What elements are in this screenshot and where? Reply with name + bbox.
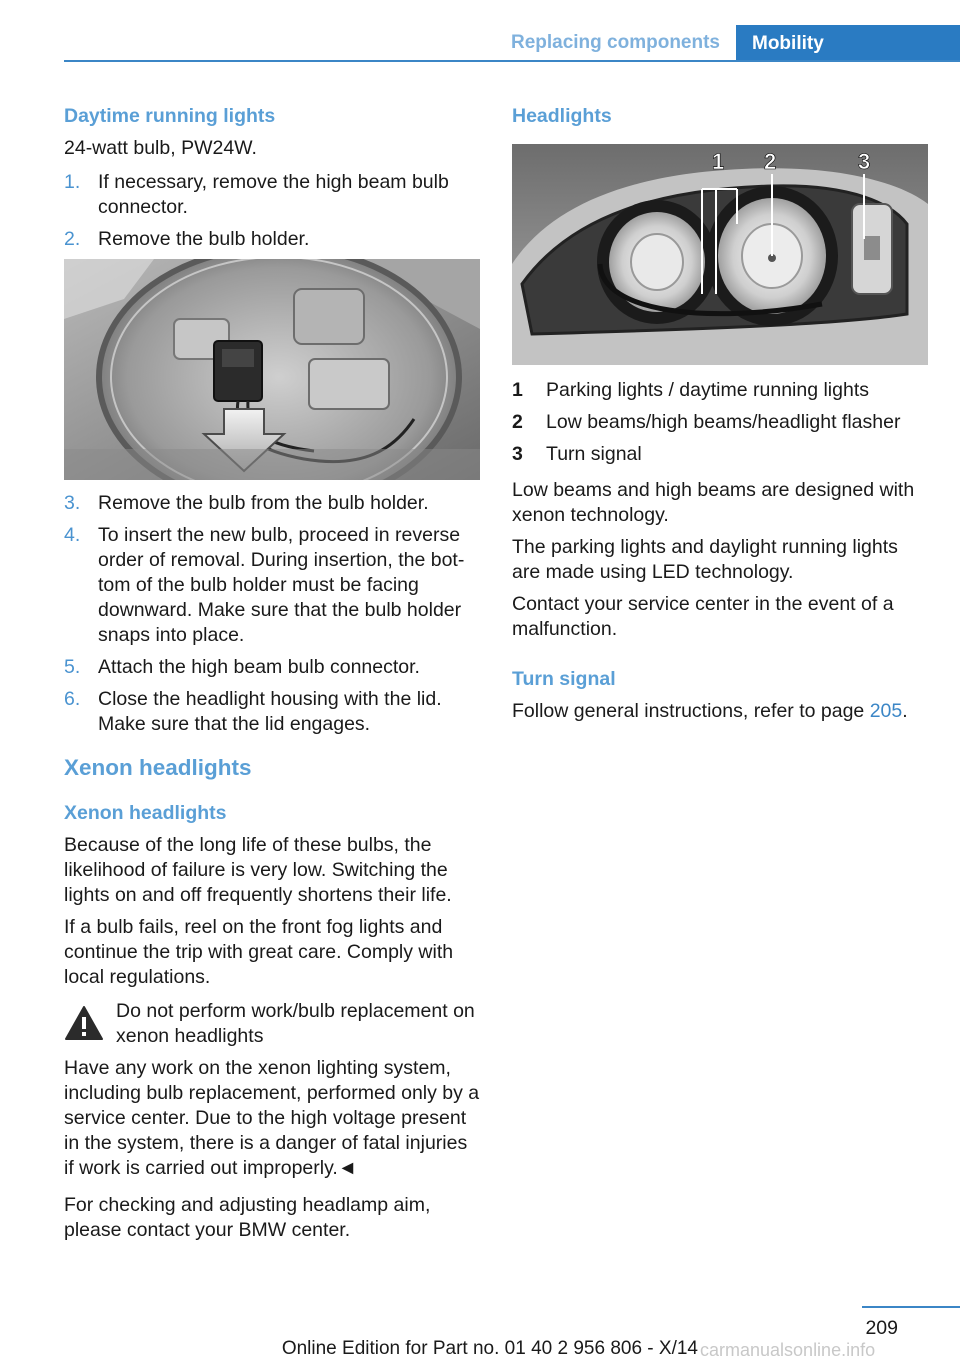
legend-number: 1 bbox=[512, 379, 523, 401]
warning-title: Do not perform work/bulb replacement on xenon headlights bbox=[116, 1000, 475, 1047]
steps-list-a bbox=[64, 170, 480, 252]
right-column bbox=[512, 104, 928, 724]
legend-text: Low beams/high beams/headlight flasher bbox=[546, 411, 901, 433]
step-number: 5. bbox=[64, 656, 81, 678]
step-text: Close the headlight housing with the lid. Make sure that the lid engages. bbox=[98, 688, 442, 735]
step-number: 2. bbox=[64, 228, 81, 250]
list-item bbox=[64, 523, 480, 648]
list-item bbox=[64, 687, 480, 737]
headlight-photo bbox=[512, 144, 928, 365]
list-item bbox=[64, 170, 480, 220]
left-column bbox=[64, 104, 480, 1243]
callout-3: 3 bbox=[858, 149, 871, 174]
warning-block bbox=[64, 999, 480, 1049]
xenon-paragraph-1: Because of the long life of these bulbs, the likelihood of failure is very low. Switching the lights on and off frequently shortens their life. bbox=[64, 834, 452, 906]
list-item bbox=[64, 655, 480, 680]
turn-signal-heading: Turn signal bbox=[512, 668, 616, 690]
step-text: Attach the high beam bulb connector. bbox=[98, 656, 420, 678]
xenon-section-heading: Xenon headlights bbox=[64, 755, 252, 780]
list-item bbox=[512, 378, 928, 403]
list-item bbox=[512, 410, 928, 435]
turn-signal-text: Follow general instructions, refer to page bbox=[512, 700, 870, 722]
xenon-subheading: Xenon headlights bbox=[64, 802, 227, 824]
header-rule bbox=[64, 60, 960, 62]
legend-number: 3 bbox=[512, 443, 523, 465]
page-number: 209 bbox=[865, 1317, 898, 1339]
step-text: Remove the bulb holder. bbox=[98, 228, 310, 250]
warning-body: Have any work on the xenon lighting system, including bulb replacement, performed only by a service center. Due to the high voltage present in the system, there is a danger of fatal injuries if work is carried out improperly.◄ bbox=[64, 1057, 480, 1179]
list-item bbox=[512, 442, 928, 467]
steps-list-b bbox=[64, 491, 480, 737]
watermark: carmanualsonline.info bbox=[700, 1340, 876, 1360]
legend-text: Parking lights / daytime running lights bbox=[546, 379, 869, 401]
callout-1: 1 bbox=[712, 149, 725, 174]
drl-heading: Daytime running lights bbox=[64, 105, 276, 127]
xenon-paragraph-2: If a bulb fails, reel on the front fog lights and continue the trip with great care. Comply with local regulations. bbox=[64, 916, 454, 988]
turn-signal-period: . bbox=[902, 700, 908, 722]
legend-number: 2 bbox=[512, 411, 523, 433]
step-number: 3. bbox=[64, 492, 81, 514]
turn-signal-paragraph bbox=[512, 699, 928, 724]
step-text: Remove the bulb from the bulb holder. bbox=[98, 492, 429, 514]
step-text: To insert the new bulb, proceed in reverse order of removal. During insertion, the bottom of the bulb holder must be facing downward. Make sure that the bulb holder snaps into place. bbox=[98, 524, 465, 646]
step-text: If necessary, remove the high beam bulb connector. bbox=[98, 171, 449, 218]
step-number: 4. bbox=[64, 524, 81, 546]
headlight-legend bbox=[512, 378, 928, 467]
aim-paragraph: For checking and adjusting headlamp aim, please contact your BMW center. bbox=[64, 1194, 431, 1241]
step-number: 1. bbox=[64, 171, 81, 193]
footer-rule bbox=[862, 1306, 960, 1308]
step-number: 6. bbox=[64, 688, 81, 710]
xenon-tech-paragraph: Low beams and high beams are designed with xenon technology. bbox=[512, 479, 915, 526]
headlight-figure bbox=[512, 144, 928, 365]
edition-line: Online Edition for Part no. 01 40 2 956 806 - X/14 bbox=[281, 1338, 698, 1359]
drl-intro: 24-watt bulb, PW24W. bbox=[64, 137, 257, 159]
warning-triangle-icon bbox=[64, 999, 116, 1049]
page-reference-link[interactable]: 205 bbox=[869, 700, 903, 722]
bulb-holder-photo bbox=[64, 259, 480, 480]
bulb-holder-figure bbox=[64, 259, 480, 480]
running-header-section: Replacing components bbox=[510, 32, 720, 53]
callout-2: 2 bbox=[764, 149, 777, 174]
headlights-heading: Headlights bbox=[512, 105, 612, 127]
running-header-chapter-tab: Mobility bbox=[736, 25, 960, 62]
malfunction-paragraph: Contact your service center in the event of a malfunction. bbox=[512, 593, 894, 640]
list-item bbox=[64, 227, 480, 252]
led-tech-paragraph: The parking lights and daylight running lights are made using LED technology. bbox=[512, 536, 898, 583]
list-item bbox=[64, 491, 480, 516]
legend-text: Turn signal bbox=[546, 443, 642, 465]
